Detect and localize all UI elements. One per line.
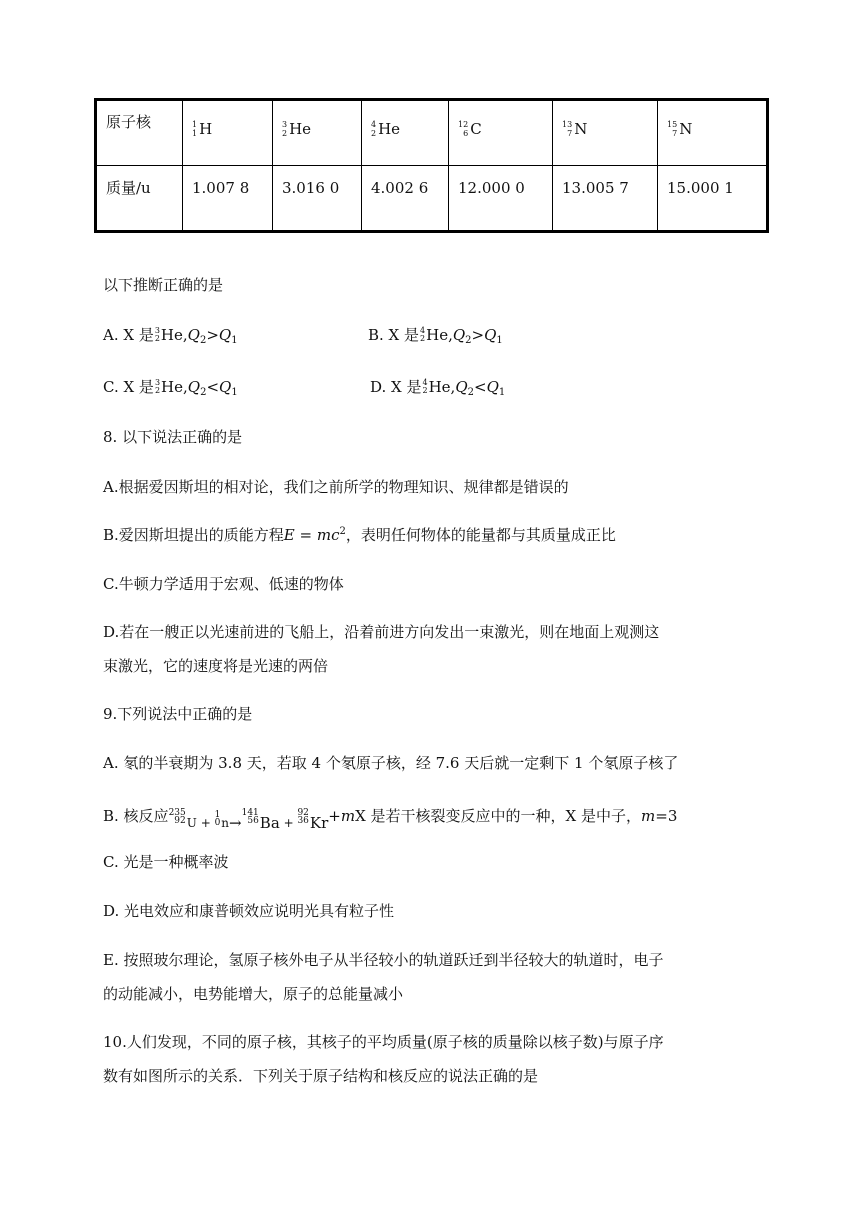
- q8-title: 8. 以下说法正确的是: [103, 428, 243, 446]
- table-row-masses: [96, 166, 768, 232]
- nuclide-cell: 13 7 N: [553, 100, 658, 166]
- q8-option-d-line1: D.若在一艘正以光速前进的飞船上，沿着前进方向发出一束激光，则在地面上观测这: [103, 623, 660, 641]
- q8-option-d-line2: 束激光，它的速度将是光速的两倍: [103, 657, 329, 675]
- mass-cell: 1.007 8: [183, 166, 273, 232]
- table-row-nuclei: [96, 100, 768, 166]
- q9-option-e-line1: E. 按照玻尔理论，氢原子核外电子从半径较小的轨道跃迁到半径较大的轨道时，电子: [103, 951, 664, 969]
- nuclide-cell: 3 2 He: [273, 100, 362, 166]
- q7-prompt: 以下推断正确的是: [103, 276, 224, 294]
- nuclide-cell: 15 7 N: [658, 100, 768, 166]
- mass-cell: 12.000 0: [449, 166, 553, 232]
- q7-option-b: B. X 是 4 2 $He,Q_2>Q_1$: [368, 326, 503, 346]
- nuclide-cell: 4 2 He: [362, 100, 449, 166]
- q9-title: 9.下列说法中正确的是: [103, 705, 253, 723]
- mass-cell: 13.005 7: [553, 166, 658, 232]
- mass-cell: 3.016 0: [273, 166, 362, 232]
- q8-option-a: A.根据爱因斯坦的相对论，我们之前所学的物理知识、规律都是错误的: [103, 478, 569, 496]
- q9-option-b: B. 核反应 235 92 U + 1 0 n → 141 56 Ba + 92 36 Kr +mX 是若干核裂变反应中的一种，X 是中子，m=3: [103, 807, 678, 832]
- mass-cell: 15.000 1: [658, 166, 768, 232]
- q9-option-e-line2: 的动能减小，电势能增大，原子的总能量减小: [103, 985, 404, 1003]
- nuclide-cell: 1 1 H: [183, 100, 273, 166]
- row-header-nucleus: 原子核: [96, 100, 183, 166]
- q8-option-b: B.爱因斯坦提出的质能方程$E = mc^2$，表明任何物体的能量都与其质量成正比: [103, 526, 616, 544]
- nuclide-cell: 12 6 C: [449, 100, 553, 166]
- nuclear-reaction-equation: 235 92 U + 1 0 n → 141 56 Ba + 92 36 Kr: [168, 808, 329, 832]
- q10-stem-line1: 10.人们发现，不同的原子核，其核子的平均质量(原子核的质量除以核子数)与原子序: [103, 1033, 664, 1051]
- nuclide-mass-table: [94, 98, 769, 233]
- q9-option-d: D. 光电效应和康普顿效应说明光具有粒子性: [103, 902, 395, 920]
- q9-option-a: A. 氡的半衰期为 3.8 天，若取 4 个氡原子核，经 7.6 天后就一定剩下 1 个氡原子核了: [103, 754, 679, 772]
- q7-option-d: D. X 是 4 2 $He,Q_2<Q_1$: [370, 378, 506, 398]
- q10-stem-line2: 数有如图所示的关系．下列关于原子结构和核反应的说法正确的是: [103, 1067, 539, 1085]
- row-header-mass: 质量/u: [96, 166, 183, 232]
- q7-option-c: C. X 是 3 2 $He,Q_2<Q_1$: [103, 378, 238, 398]
- q9-option-c: C. 光是一种概率波: [103, 853, 229, 871]
- q8-option-c: C.牛顿力学适用于宏观、低速的物体: [103, 575, 344, 593]
- q7-option-a: A. X 是 3 2 $He,Q_2>Q_1$: [103, 326, 238, 346]
- mass-cell: 4.002 6: [362, 166, 449, 232]
